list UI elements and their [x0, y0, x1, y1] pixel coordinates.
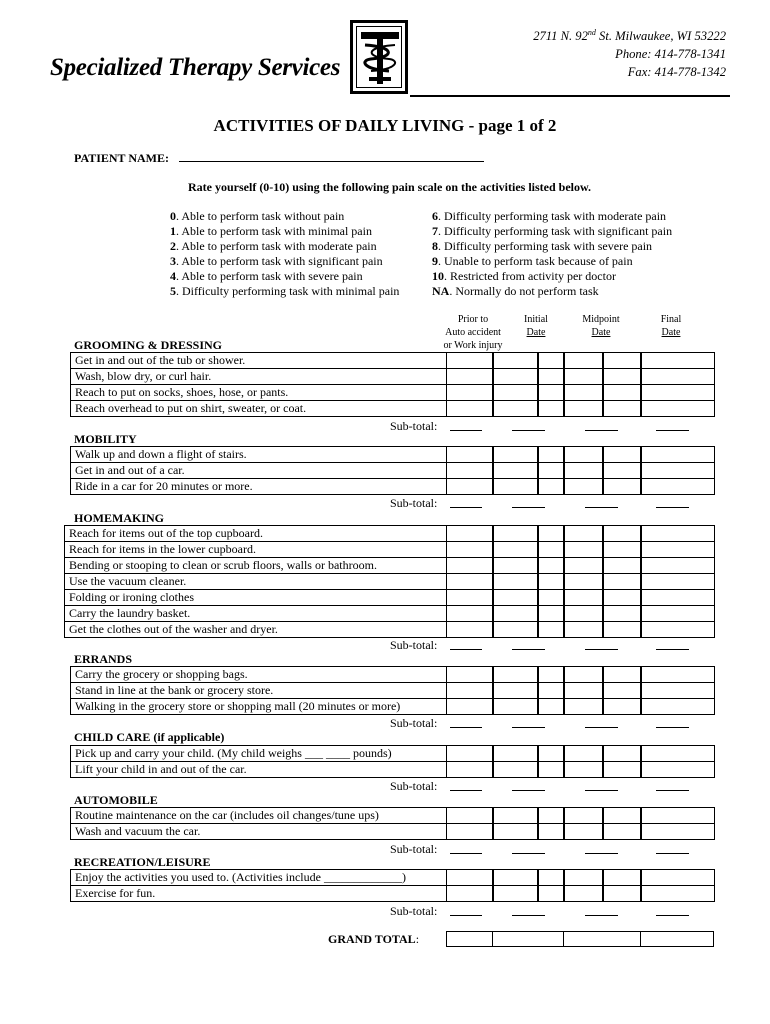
activity-row-label: Get in and out of the tub or shower. [70, 352, 447, 369]
rating-box-final[interactable] [640, 885, 715, 902]
rating-box-initial-a[interactable] [492, 666, 539, 683]
pain-scale-text: . Difficulty performing task with minimal pain [176, 284, 400, 298]
activity-row-label: Reach for items in the lower cupboard. [64, 541, 447, 558]
rating-box-initial-b[interactable] [537, 885, 565, 902]
form-title: ACTIVITIES OF DAILY LIVING - page 1 of 2 [213, 116, 557, 135]
pain-scale-item [432, 254, 672, 269]
rating-box-initial-b[interactable] [537, 745, 565, 762]
rating-box-prior[interactable] [446, 446, 494, 463]
rating-box-midpoint-b[interactable] [602, 761, 642, 778]
pain-scale-number: 9 [432, 254, 438, 268]
rating-box-initial-a[interactable] [492, 885, 539, 902]
pain-scale-number: 6 [432, 209, 438, 223]
subtotal-blank[interactable] [656, 843, 689, 854]
rating-box-midpoint-b[interactable] [602, 885, 642, 902]
subtotal-blank[interactable] [512, 717, 545, 728]
pain-scale-number: 2 [170, 239, 176, 253]
rating-box-final[interactable] [640, 605, 715, 622]
activity-row-label: Carry the laundry basket. [64, 605, 447, 622]
rating-box-prior[interactable] [446, 823, 494, 840]
rating-box-initial-a[interactable] [492, 573, 539, 590]
grand-total-label: GRAND TOTAL: [328, 932, 420, 946]
rating-box-midpoint-a[interactable] [563, 446, 604, 463]
rating-box-initial-b[interactable] [537, 446, 565, 463]
pain-scale-text: . Difficulty performing task with significant pain [438, 224, 673, 238]
column-midpoint-header: Midpoint Date [582, 314, 620, 338]
rating-box-midpoint-b[interactable] [602, 573, 642, 590]
rating-box-midpoint-b[interactable] [602, 557, 642, 574]
activity-row-label: Get the clothes out of the washer and dryer. [64, 621, 447, 638]
rating-box-initial-b[interactable] [537, 823, 565, 840]
rating-box-prior[interactable] [446, 885, 494, 902]
rating-box-initial-a[interactable] [492, 589, 539, 606]
rating-box-final[interactable] [640, 384, 715, 401]
rating-box-final[interactable] [640, 525, 715, 542]
rating-box-initial-a[interactable] [492, 807, 539, 824]
pain-scale-text: . Able to perform task with severe pain [176, 269, 363, 283]
pain-scale-text: . Unable to perform task because of pain [438, 254, 633, 268]
subtotal-blank[interactable] [585, 843, 618, 854]
pain-scale-number: 1 [170, 224, 176, 238]
rating-box-initial-a[interactable] [492, 605, 539, 622]
rating-box-midpoint-a[interactable] [563, 885, 604, 902]
rating-box-midpoint-b[interactable] [602, 666, 642, 683]
rating-box-midpoint-b[interactable] [602, 400, 642, 417]
pain-scale-number: 10 [432, 269, 444, 283]
subtotal-blank[interactable] [656, 905, 689, 916]
pain-scale-item [170, 224, 399, 239]
rating-box-midpoint-a[interactable] [563, 698, 604, 715]
rating-box-initial-a[interactable] [492, 541, 539, 558]
subtotal-blank[interactable] [585, 420, 618, 431]
rating-box-initial-b[interactable] [537, 666, 565, 683]
rating-box-midpoint-b[interactable] [602, 682, 642, 699]
rating-box-initial-b[interactable] [537, 352, 565, 369]
pain-scale-item [170, 269, 399, 284]
company-name: Specialized Therapy Services [50, 54, 341, 81]
grand-total-initial-box[interactable] [492, 931, 564, 947]
activity-row-label: Routine maintenance on the car (includes oil changes/tune ups) [70, 807, 447, 824]
rating-box-midpoint-a[interactable] [563, 384, 604, 401]
rating-box-final[interactable] [640, 745, 715, 762]
rating-box-prior[interactable] [446, 352, 494, 369]
rating-box-initial-a[interactable] [492, 682, 539, 699]
activity-row-label: Reach overhead to put on shirt, sweater, or coat. [70, 400, 447, 417]
column-final-header: Final Date [660, 314, 682, 338]
pain-scale-item [432, 209, 672, 224]
section-title: RECREATION/LEISURE [74, 855, 211, 869]
fax-number: Fax: 414-778-1342 [627, 65, 726, 80]
rating-box-initial-b[interactable] [537, 698, 565, 715]
patient-name-field[interactable] [179, 153, 484, 162]
rating-box-prior[interactable] [446, 605, 494, 622]
activity-row-label: Reach for items out of the top cupboard. [64, 525, 447, 542]
subtotal-label: Sub-total: [390, 638, 438, 652]
pain-scale-item [432, 269, 672, 284]
subtotal-label: Sub-total: [390, 419, 438, 433]
rating-box-midpoint-a[interactable] [563, 869, 604, 886]
rating-box-initial-a[interactable] [492, 823, 539, 840]
subtotal-blank[interactable] [585, 905, 618, 916]
activity-row-label: Use the vacuum cleaner. [64, 573, 447, 590]
rating-box-midpoint-b[interactable] [602, 823, 642, 840]
section-title: HOMEMAKING [74, 511, 164, 525]
activity-row-label: Carry the grocery or shopping bags. [70, 666, 447, 683]
subtotal-label: Sub-total: [390, 779, 438, 793]
rating-box-midpoint-a[interactable] [563, 368, 604, 385]
rating-box-initial-b[interactable] [537, 807, 565, 824]
rating-box-final[interactable] [640, 589, 715, 606]
activity-row-label: Walking in the grocery store or shopping mall (20 minutes or more) [70, 698, 447, 715]
pain-scale-number: 0 [170, 209, 176, 223]
activity-row-label: Walk up and down a flight of stairs. [70, 446, 447, 463]
rating-box-midpoint-a[interactable] [563, 666, 604, 683]
subtotal-blank[interactable] [450, 639, 482, 650]
subtotal-label: Sub-total: [390, 496, 438, 510]
pain-scale-number: 5 [170, 284, 176, 298]
rating-box-midpoint-a[interactable] [563, 745, 604, 762]
pain-scale-left [170, 209, 399, 299]
rating-box-midpoint-a[interactable] [563, 621, 604, 638]
pain-scale-text: . Difficulty performing task with moderate pain [438, 209, 667, 223]
activity-row-label: Pick up and carry your child. (My child weighs ___ ____ pounds) [70, 745, 447, 762]
rating-box-midpoint-a[interactable] [563, 557, 604, 574]
rating-box-initial-b[interactable] [537, 573, 565, 590]
subtotal-label: Sub-total: [390, 842, 438, 856]
rating-box-initial-a[interactable] [492, 761, 539, 778]
subtotal-blank[interactable] [656, 780, 689, 791]
rating-box-midpoint-a[interactable] [563, 352, 604, 369]
rating-box-initial-b[interactable] [537, 400, 565, 417]
rating-box-midpoint-b[interactable] [602, 869, 642, 886]
pain-scale-text: . Able to perform task with significant pain [176, 254, 383, 268]
pain-scale-number: 3 [170, 254, 176, 268]
rating-box-midpoint-a[interactable] [563, 478, 604, 495]
rating-box-final[interactable] [640, 869, 715, 886]
rating-box-final[interactable] [640, 666, 715, 683]
rating-box-final[interactable] [640, 807, 715, 824]
pain-scale-item [432, 284, 672, 299]
rating-box-initial-b[interactable] [537, 621, 565, 638]
rating-box-initial-a[interactable] [492, 446, 539, 463]
rating-box-final[interactable] [640, 557, 715, 574]
rating-box-initial-a[interactable] [492, 698, 539, 715]
subtotal-blank[interactable] [450, 497, 482, 508]
pain-scale-text: . Normally do not perform task [449, 284, 599, 298]
rating-box-midpoint-b[interactable] [602, 621, 642, 638]
rating-box-final[interactable] [640, 478, 715, 495]
rating-box-initial-a[interactable] [492, 478, 539, 495]
subtotal-blank[interactable] [450, 717, 482, 728]
rating-box-initial-a[interactable] [492, 745, 539, 762]
rating-box-initial-b[interactable] [537, 557, 565, 574]
grand-total-midpoint-box[interactable] [563, 931, 641, 947]
rating-box-final[interactable] [640, 462, 715, 479]
rating-box-midpoint-a[interactable] [563, 823, 604, 840]
rating-box-final[interactable] [640, 682, 715, 699]
grand-total-prior-box[interactable] [446, 931, 493, 947]
rating-box-midpoint-a[interactable] [563, 462, 604, 479]
rating-box-prior[interactable] [446, 557, 494, 574]
rating-box-midpoint-b[interactable] [602, 368, 642, 385]
subtotal-blank[interactable] [512, 780, 545, 791]
activity-row-label: Reach to put on socks, shoes, hose, or pants. [70, 384, 447, 401]
rating-box-final[interactable] [640, 698, 715, 715]
pain-scale-item [432, 224, 672, 239]
rating-box-prior[interactable] [446, 541, 494, 558]
rating-box-initial-b[interactable] [537, 478, 565, 495]
company-logo [350, 20, 408, 94]
rating-box-midpoint-a[interactable] [563, 682, 604, 699]
rating-box-midpoint-b[interactable] [602, 446, 642, 463]
subtotal-blank[interactable] [656, 497, 689, 508]
rating-box-initial-b[interactable] [537, 525, 565, 542]
pain-scale-number: NA [432, 284, 450, 298]
pain-scale-item [432, 239, 672, 254]
activity-row-label: Folding or ironing clothes [64, 589, 447, 606]
subtotal-blank[interactable] [512, 843, 545, 854]
rating-box-prior[interactable] [446, 682, 494, 699]
rating-box-final[interactable] [640, 400, 715, 417]
activity-row-label: Stand in line at the bank or grocery store. [70, 682, 447, 699]
subtotal-blank[interactable] [450, 905, 482, 916]
rating-box-midpoint-b[interactable] [602, 352, 642, 369]
pain-scale-text: . Able to perform task with moderate pain [176, 239, 377, 253]
rating-box-initial-a[interactable] [492, 400, 539, 417]
pain-scale-item [170, 209, 399, 224]
section-title: ERRANDS [74, 652, 133, 666]
rating-box-midpoint-b[interactable] [602, 745, 642, 762]
rating-box-prior[interactable] [446, 589, 494, 606]
rating-box-initial-b[interactable] [537, 541, 565, 558]
rating-box-midpoint-a[interactable] [563, 573, 604, 590]
column-prior-header: Prior to Auto accident or Work injury [443, 314, 503, 351]
rating-box-midpoint-b[interactable] [602, 525, 642, 542]
rating-box-midpoint-a[interactable] [563, 400, 604, 417]
patient-name-label: PATIENT NAME: [74, 151, 170, 165]
subtotal-blank[interactable] [585, 639, 618, 650]
rating-box-initial-a[interactable] [492, 525, 539, 542]
section-title: AUTOMOBILE [74, 793, 158, 807]
subtotal-blank[interactable] [512, 420, 545, 431]
rating-box-final[interactable] [640, 573, 715, 590]
activity-row-label: Lift your child in and out of the car. [70, 761, 447, 778]
rating-box-midpoint-a[interactable] [563, 525, 604, 542]
patient-name-row [74, 151, 484, 166]
rating-box-prior[interactable] [446, 869, 494, 886]
activity-row-label: Bending or stooping to clean or scrub floors, walls or bathroom. [64, 557, 447, 574]
street-address: 2711 N. 92nd St. Milwaukee, WI 53222 [533, 28, 726, 44]
rating-box-initial-a[interactable] [492, 352, 539, 369]
rating-box-initial-b[interactable] [537, 384, 565, 401]
pain-scale-right [432, 209, 672, 299]
rating-box-initial-b[interactable] [537, 869, 565, 886]
rating-box-initial-b[interactable] [537, 761, 565, 778]
rating-box-initial-b[interactable] [537, 368, 565, 385]
rating-box-initial-a[interactable] [492, 368, 539, 385]
section-title: MOBILITY [74, 432, 137, 446]
rating-box-initial-a[interactable] [492, 462, 539, 479]
subtotal-blank[interactable] [512, 497, 545, 508]
activity-row-label: Wash, blow dry, or curl hair. [70, 368, 447, 385]
rating-box-midpoint-b[interactable] [602, 478, 642, 495]
rating-box-initial-a[interactable] [492, 869, 539, 886]
column-initial-header: Initial Date [524, 314, 548, 338]
rating-box-midpoint-b[interactable] [602, 698, 642, 715]
subtotal-blank[interactable] [450, 843, 482, 854]
rating-box-prior[interactable] [446, 573, 494, 590]
rating-box-prior[interactable] [446, 761, 494, 778]
subtotal-blank[interactable] [512, 639, 545, 650]
subtotal-blank[interactable] [585, 780, 618, 791]
section-title: CHILD CARE (if applicable) [74, 730, 225, 744]
rating-box-midpoint-b[interactable] [602, 384, 642, 401]
pain-scale-number: 4 [170, 269, 176, 283]
rating-box-prior[interactable] [446, 478, 494, 495]
subtotal-blank[interactable] [512, 905, 545, 916]
rating-box-initial-b[interactable] [537, 605, 565, 622]
rating-box-initial-b[interactable] [537, 682, 565, 699]
rating-box-initial-a[interactable] [492, 557, 539, 574]
rating-box-prior[interactable] [446, 368, 494, 385]
subtotal-blank[interactable] [450, 420, 482, 431]
subtotal-blank[interactable] [450, 780, 482, 791]
instructions: Rate yourself (0-10) using the following pain scale on the activities listed below. [188, 180, 591, 194]
rating-box-final[interactable] [640, 823, 715, 840]
rating-box-prior[interactable] [446, 745, 494, 762]
rating-box-final[interactable] [640, 352, 715, 369]
subtotal-label: Sub-total: [390, 716, 438, 730]
address-block [533, 24, 726, 81]
rating-box-prior[interactable] [446, 621, 494, 638]
subtotal-blank[interactable] [656, 639, 689, 650]
rating-box-final[interactable] [640, 621, 715, 638]
rating-box-final[interactable] [640, 446, 715, 463]
rating-box-initial-b[interactable] [537, 589, 565, 606]
rating-box-prior[interactable] [446, 525, 494, 542]
rating-box-final[interactable] [640, 368, 715, 385]
header-divider [410, 95, 730, 97]
pain-scale-item [170, 239, 399, 254]
rating-box-midpoint-b[interactable] [602, 589, 642, 606]
rating-box-midpoint-a[interactable] [563, 605, 604, 622]
rating-box-prior[interactable] [446, 384, 494, 401]
pain-scale-item [170, 254, 399, 269]
rating-box-midpoint-b[interactable] [602, 605, 642, 622]
section-title: GROOMING & DRESSING [74, 338, 223, 352]
activity-row-label: Ride in a car for 20 minutes or more. [70, 478, 447, 495]
pain-scale-text: . Difficulty performing task with severe pain [438, 239, 653, 253]
subtotal-label: Sub-total: [390, 904, 438, 918]
activity-row-label: Wash and vacuum the car. [70, 823, 447, 840]
phone-number: Phone: 414-778-1341 [615, 47, 726, 62]
pain-scale-text: . Able to perform task without pain [176, 209, 345, 223]
rating-box-prior[interactable] [446, 666, 494, 683]
subtotal-blank[interactable] [585, 497, 618, 508]
rating-box-initial-a[interactable] [492, 384, 539, 401]
rating-box-midpoint-b[interactable] [602, 541, 642, 558]
rating-box-prior[interactable] [446, 462, 494, 479]
subtotal-blank[interactable] [656, 717, 689, 728]
subtotal-blank[interactable] [656, 420, 689, 431]
activity-row-label: Exercise for fun. [70, 885, 447, 902]
activity-row-label: Get in and out of a car. [70, 462, 447, 479]
rating-box-midpoint-b[interactable] [602, 462, 642, 479]
pain-scale-number: 8 [432, 239, 438, 253]
pain-scale-text: . Able to perform task with minimal pain [176, 224, 372, 238]
rating-box-midpoint-a[interactable] [563, 807, 604, 824]
pain-scale-number: 7 [432, 224, 438, 238]
pain-scale-text: . Restricted from activity per doctor [444, 269, 616, 283]
rating-box-prior[interactable] [446, 400, 494, 417]
grand-total-final-box[interactable] [640, 931, 714, 947]
rating-box-midpoint-a[interactable] [563, 541, 604, 558]
rating-box-prior[interactable] [446, 698, 494, 715]
rating-box-midpoint-a[interactable] [563, 761, 604, 778]
rating-box-midpoint-b[interactable] [602, 807, 642, 824]
rating-box-final[interactable] [640, 761, 715, 778]
rating-box-final[interactable] [640, 541, 715, 558]
rating-box-prior[interactable] [446, 807, 494, 824]
caduceus-logo-icon [357, 27, 403, 89]
rating-box-initial-a[interactable] [492, 621, 539, 638]
activity-row-label: Enjoy the activities you used to. (Activities include _____________) [70, 869, 447, 886]
subtotal-blank[interactable] [585, 717, 618, 728]
rating-box-initial-b[interactable] [537, 462, 565, 479]
rating-box-midpoint-a[interactable] [563, 589, 604, 606]
pain-scale-item [170, 284, 399, 299]
